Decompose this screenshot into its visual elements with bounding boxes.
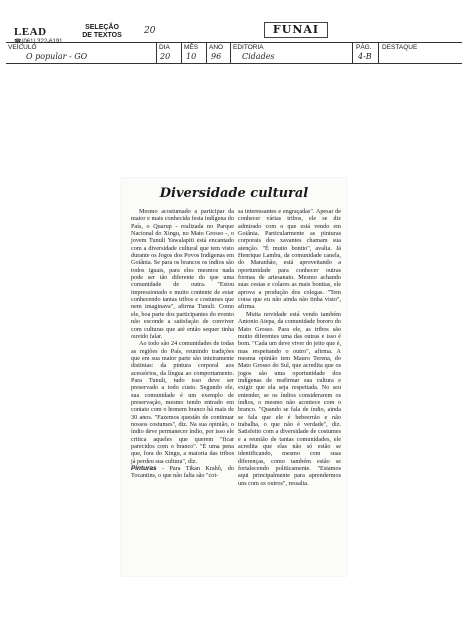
article-paragraph: Ao todo são 24 comunidades de todas as regiões do País, reunindo tradições que em sua maior parte são inteiramente distintas: da pintura corporal aos acessórios, da língua ao comportamento. Para Tunuli, tudo isso deve ser preservado a todo custo. Segundo ele, sua comunidade é um exemplo de preservação, mesmo tendo entrado em contato com o homem branco há mais de 30 anos. "Fazemos questão de continuar nossos costumes", diz. Na sua opinião, o índio deve permanecer índio, por isso ele critica aqueles que querem "ficar parecidos com o branco". "É uma pena que, fora do Xingu, a maioria das tribos já perdeu sua cultura", diz. bbox=[131, 340, 234, 465]
mes-value: 10 bbox=[186, 52, 197, 61]
destaque-label: DESTAQUE bbox=[382, 44, 418, 51]
article-paragraph: Muita novidade está vendo também Antonio Aiepa, da comunidade bororo do Mato Grosso. Para ele, as tribos são muito diferentes uma das outras e isso é bom. "Cada um deve viver do jeito que é, mas respeitando o outro", afirma. A mesma opinião tem Mauro Terena, do Mato Grosso do Sul, que acredita que os jogos são uma oportunidade dos indígenas de reafirmar sua cultura e exigir que ela seja respeitada. No seu entender, se os índios considerarem os índios, o mesmo não acontece com o branco. "Quando se fala de índio, ainda se fala que ele é bebeerrão e não trabalha, o que não é verdade", diz. Satisfeito com a diversidade de costumes e a reunião de tantas comunidades, ele acredita que elas não só estão se identificando, mesmo com suas diferenças, como também estão se fortalecendo politicamente. "Estamos aqui principalmente para aprendermos uns com os outros", ressalta. bbox=[238, 310, 341, 487]
article-subhead: Pinturas bbox=[131, 465, 157, 473]
funai-stamp: FUNAI bbox=[264, 22, 328, 38]
dia-label: DIA bbox=[159, 44, 170, 51]
handwritten-number: 20 bbox=[144, 26, 156, 36]
form-divider bbox=[230, 42, 231, 63]
mes-label: MÊS bbox=[184, 44, 199, 51]
agency-phone: ☎(061) 322-6191 bbox=[14, 39, 63, 45]
clipping-header-form bbox=[6, 22, 462, 64]
article-column-right bbox=[238, 208, 341, 487]
form-divider bbox=[181, 42, 182, 63]
pag-label: PÁG. bbox=[356, 44, 372, 51]
dia-value: 20 bbox=[160, 52, 171, 61]
form-divider bbox=[156, 42, 157, 63]
editoria-label: EDITORIA bbox=[233, 44, 264, 51]
form-top-rule bbox=[6, 42, 462, 43]
article-paragraph: Mesmo acostumado a participar da maior e mais conhecida festa indígena do País, o Quarup - realizada no Parque Nacional do Xingu, no Mato Grosso -, o jovem Tunuli Yawalapiti está encantado com a diversidade cultural que tem visto durante os Jogos dos Povos Indígenas em Goiânia. Se para os brancos os índios são todos iguais, para eles mesmos nada pode ser tão diferente do que uma comunidade de outra. "Estou impressionado e muito contente de estar conhecendo tantas tribos e costumes que nem imaginava", afirma Tunuli. Como ele, boa parte dos participantes do evento não esconde a satisfação de conviver com culturas que até então sequer tinha ouvido falar. bbox=[131, 208, 234, 340]
editoria-value: Cidades bbox=[242, 52, 275, 61]
article-column-left bbox=[131, 208, 234, 480]
ano-value: 96 bbox=[211, 52, 222, 61]
article-paragraph-text: - Para Tikan Krahô, do Tocantins, o que não falta são "coi- bbox=[131, 465, 234, 480]
ano-label: ANO bbox=[209, 44, 224, 51]
agency-name: SELEÇÃO DE TEXTOS bbox=[82, 24, 122, 39]
article-title: Diversidade cultural bbox=[159, 186, 309, 201]
form-divider bbox=[378, 42, 379, 63]
form-divider bbox=[206, 42, 207, 63]
newspaper-clipping bbox=[121, 178, 347, 576]
pag-value: 4-B bbox=[358, 52, 372, 61]
form-divider bbox=[352, 42, 353, 63]
article-paragraph: sa interessantes e engraçadas". Apesar de conhecer várias tribos, ele se diz admirado com o que está vendo em Goiânia. Particularmente as pinturas corporais dos xavantes chamam sua atenção. "É muito bonito", avalia. Já Henrique Lambu, da comunidade canela, do Maranhão, está aproveitando a oportunidade para conhecer outras formas de artesanato. Mesmo achando suas cestas e colares as mais bonitas, ele aprova a produção dos colegas. "Tem coisa que eu não ainda não tinha visto", afirma. bbox=[238, 208, 341, 311]
veiculo-label: VEÍCULO bbox=[8, 44, 37, 51]
veiculo-value: O popular - GO bbox=[26, 52, 88, 61]
form-bottom-rule bbox=[6, 63, 462, 64]
article-paragraph bbox=[131, 465, 234, 480]
agency-logo: LEAD bbox=[14, 26, 47, 38]
